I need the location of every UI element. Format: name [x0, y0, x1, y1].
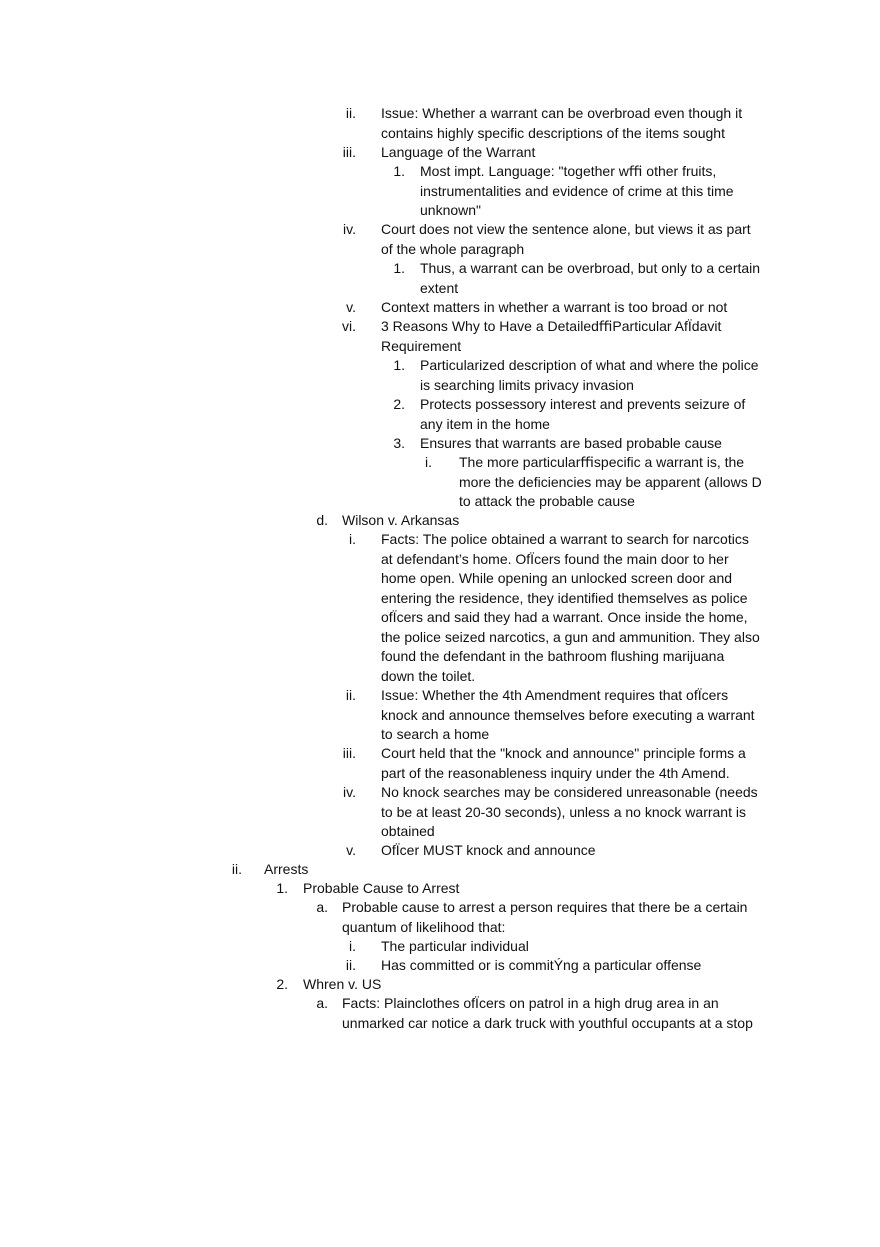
case-heading-whren-v-us — [303, 975, 381, 995]
list-item-issue-overbroad — [381, 104, 742, 143]
text-line: the police seized narcotics, a gun and ammunition. They also — [381, 628, 760, 645]
list-item-pc-definition — [342, 898, 747, 937]
list-marker: 2. — [276, 976, 288, 992]
list-marker: 1. — [393, 357, 405, 373]
list-item-most-impt-language — [420, 162, 734, 221]
list-marker: 2. — [393, 396, 405, 412]
list-item-wilson-issue — [381, 686, 755, 745]
list-item-court-view — [381, 220, 751, 259]
text-line: home open. While opening an unlocked screen door and — [381, 570, 733, 586]
text-line: knock and announce themselves before executing a warrant — [381, 706, 755, 723]
list-marker: 1. — [276, 880, 288, 896]
text-line: to be at least 20-30 seconds), unless a no knock warrant is — [381, 803, 746, 820]
list-marker: a. — [316, 899, 328, 915]
text-line: to attack the probable cause — [459, 493, 635, 509]
text-line: OfÏcer MUST knock and announce — [381, 842, 596, 858]
text-line: is searching limits privacy invasion — [420, 376, 634, 393]
text-line: Most impt. Language: "together wﬃ other fruits, — [420, 163, 717, 179]
list-marker: ii. — [345, 957, 356, 973]
list-item-more-particular — [459, 453, 762, 512]
list-marker: i. — [349, 938, 356, 954]
text-line: of the whole paragraph — [381, 240, 525, 257]
text-line: Wilson v. Arkansas — [342, 512, 460, 528]
list-marker: 1. — [393, 163, 405, 179]
text-line: Arrests — [264, 861, 309, 877]
text-line: Language of the Warrant — [381, 144, 536, 160]
list-item-reason-2 — [420, 395, 745, 434]
list-marker: iii. — [342, 745, 356, 761]
text-line: No knock searches may be considered unreasonable (needs — [381, 784, 758, 800]
list-marker: ii. — [345, 687, 356, 703]
list-item-wilson-facts — [381, 530, 760, 686]
list-marker: ii. — [231, 861, 242, 877]
list-item-reason-1 — [420, 356, 759, 395]
text-line: ofÏcers and said they had a warrant. Once inside the home, — [381, 609, 748, 625]
list-marker: a. — [316, 995, 328, 1011]
text-line: contains highly specific descriptions of the items sought — [381, 124, 725, 141]
list-item-wilson-holding — [381, 744, 746, 783]
text-line: Particularized description of what and where the police — [420, 357, 759, 373]
text-line: part of the reasonableness inquiry under the 4th Amend. — [381, 764, 730, 781]
list-item-particular-individual — [381, 937, 529, 957]
text-line: quantum of likelihood that: — [342, 918, 506, 935]
list-marker: v. — [346, 842, 356, 858]
text-line: to search a home — [381, 726, 490, 742]
list-item-no-knock — [381, 783, 758, 842]
text-line: found the defendant in the bathroom flushing marijuana — [381, 648, 725, 664]
text-line: Facts: The police obtained a warrant to search for narcotics — [381, 531, 749, 547]
list-item-probable-cause — [303, 879, 459, 899]
text-line: The particular individual — [381, 938, 529, 954]
list-marker: i. — [425, 454, 432, 470]
text-line: Court held that the "knock and announce" principle forms a — [381, 745, 746, 761]
list-item-language-of-warrant — [381, 143, 535, 163]
list-item-reason-3 — [420, 434, 722, 454]
text-line: unmarked car notice a dark truck with youthful occupants at a stop — [342, 1014, 753, 1031]
text-line: 3 Reasons Why to Have a DetailedﬃParticular AfÏdavit — [381, 318, 722, 334]
text-line: entering the residence, they identified themselves as police — [381, 589, 748, 606]
text-line: Probable Cause to Arrest — [303, 880, 460, 896]
text-line: Facts: Plainclothes ofÏcers on patrol in a high drug area in an — [342, 995, 719, 1011]
text-line: extent — [420, 279, 459, 296]
text-line: instrumentalities and evidence of crime at this time — [420, 182, 734, 199]
text-line: Issue: Whether a warrant can be overbroad even though it — [381, 105, 743, 121]
text-line: Whren v. US — [303, 976, 382, 992]
text-line: Has committed or is commitÝng a particular offense — [381, 957, 702, 973]
text-line: more the deficiencies may be apparent (allows D — [459, 473, 762, 490]
text-line: any item in the home — [420, 415, 550, 432]
list-marker: v. — [346, 299, 356, 315]
list-marker: iii. — [342, 144, 356, 160]
text-line: obtained — [381, 823, 435, 839]
text-line: unknown" — [420, 202, 482, 218]
list-item-context-matters — [381, 298, 727, 318]
text-line: Context matters in whether a warrant is too broad or not — [381, 299, 728, 315]
list-item-must-knock — [381, 841, 596, 861]
text-line: Ensures that warrants are based probable cause — [420, 435, 722, 451]
list-item-whren-facts — [342, 994, 753, 1033]
case-heading-wilson-v-arkansas — [342, 511, 459, 531]
list-marker: i. — [349, 531, 356, 547]
text-line: Probable cause to arrest a person requires that there be a certain — [342, 899, 748, 915]
text-line: at defendant’s home. OfÏcers found the main door to her — [381, 550, 729, 567]
text-line: Protects possessory interest and prevents seizure of — [420, 396, 746, 412]
list-marker: vi. — [342, 318, 356, 334]
list-item-thus-overbroad — [420, 259, 760, 298]
text-line: down the toilet. — [381, 667, 476, 684]
list-marker: 1. — [393, 260, 405, 276]
text-line: The more particularﬃspecific a warrant is, the — [459, 454, 745, 470]
list-item-three-reasons — [381, 317, 721, 356]
section-heading-arrests — [264, 860, 308, 880]
list-item-committed-offense — [381, 956, 701, 976]
text-line: Court does not view the sentence alone, but views it as part — [381, 221, 751, 237]
list-marker: d. — [316, 512, 328, 528]
text-line: Requirement — [381, 337, 462, 354]
list-marker: ii. — [345, 105, 356, 121]
list-marker: iv. — [343, 221, 356, 237]
list-marker: iv. — [343, 784, 356, 800]
text-line: Thus, a warrant can be overbroad, but only to a certain — [420, 260, 761, 276]
text-line: Issue: Whether the 4th Amendment requires that ofÏcers — [381, 687, 729, 703]
list-marker: 3. — [393, 435, 405, 451]
